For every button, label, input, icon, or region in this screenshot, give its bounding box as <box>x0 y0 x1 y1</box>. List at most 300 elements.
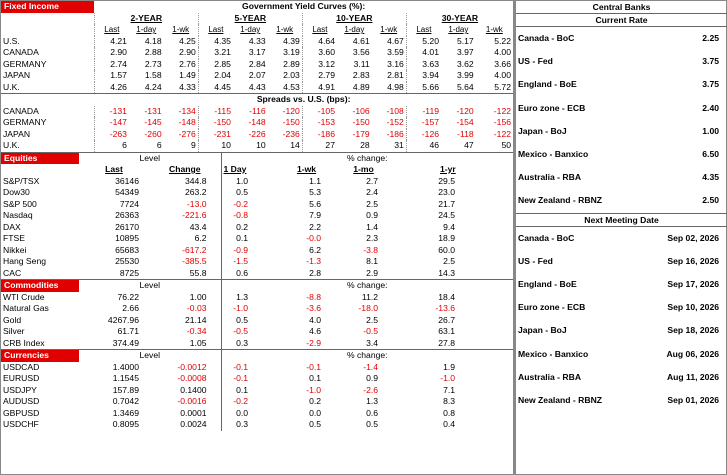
cell-value: 0.5 <box>221 315 278 327</box>
cell-value: 2.89 <box>283 58 300 69</box>
row-label: FTSE <box>3 233 25 243</box>
cell-value: 1.0 <box>221 176 278 188</box>
cell-value: -0.0016 <box>177 396 207 406</box>
cell-value: 2.84 <box>248 58 266 69</box>
cell-value: -0.8 <box>221 210 278 222</box>
cell-value: -116 <box>249 105 266 116</box>
cell-value: 5.22 <box>494 35 511 46</box>
cell-value: 43.4 <box>189 221 207 232</box>
cell-value: 9.4 <box>443 221 456 232</box>
cell-value: 63.1 <box>438 326 456 336</box>
bank-name: Mexico - Banxico <box>518 348 589 359</box>
cell-value: 1.9 <box>443 361 456 372</box>
cell-value: -131 <box>144 105 162 116</box>
row-label: JAPAN <box>3 128 31 139</box>
cell-value: -226 <box>248 128 266 139</box>
cell-value: -0.03 <box>186 303 207 313</box>
cell-value: 344.8 <box>185 175 207 186</box>
cell-value: -131 <box>94 106 129 118</box>
cell-value: -3.6 <box>306 303 322 313</box>
sub-header: 1-wk <box>276 25 294 34</box>
commodities-level-label: Level <box>79 280 221 292</box>
row-label: GERMANY <box>3 117 47 127</box>
table-row <box>1 408 513 420</box>
row-label: DAX <box>3 221 21 232</box>
group-header: 5-YEAR <box>198 13 302 25</box>
cell-value: 2.4 <box>366 187 379 197</box>
table-row <box>1 245 513 257</box>
cell-value: 5.17 <box>456 35 474 46</box>
table-row <box>1 292 513 304</box>
cell-value: 2.74 <box>94 59 129 71</box>
cell-value: 3.97 <box>456 47 474 57</box>
col-1yr: 1-yr <box>440 164 456 174</box>
equities-pct-label: % change: <box>221 152 513 164</box>
cell-value: -118 <box>457 128 474 139</box>
bank-name: Australia - RBA <box>518 371 582 382</box>
cell-value: 2.5 <box>443 256 456 266</box>
cell-value: 4.18 <box>144 35 162 46</box>
list-item <box>516 143 727 166</box>
equities-level-label: Level <box>79 152 221 164</box>
bank-name: US - Fed <box>518 255 553 266</box>
table-row <box>1 117 513 129</box>
cell-value: -0.2 <box>221 396 278 408</box>
cell-value: 3.59 <box>387 47 404 57</box>
cell-value: 11.2 <box>361 291 379 302</box>
row-label: Nasdaq <box>3 210 33 220</box>
cell-value: 0.8 <box>443 407 456 418</box>
cell-value: 2.88 <box>144 47 162 57</box>
cell-value: 50 <box>501 140 511 150</box>
row-label: U.S. <box>3 35 20 46</box>
bank-value: 2.40 <box>702 102 720 113</box>
cell-value: 4.67 <box>387 35 404 46</box>
row-label: AUDUSD <box>3 396 40 406</box>
row-label: JAPAN <box>3 70 31 80</box>
cell-value: 0.6 <box>366 407 379 418</box>
list-item <box>516 27 727 51</box>
row-label: CAC <box>3 267 22 278</box>
list-item <box>516 366 727 389</box>
cell-value: 3.63 <box>406 59 441 71</box>
cell-value: 2.2 <box>309 221 322 232</box>
cell-value: 4.24 <box>144 81 162 92</box>
cell-value: 8.3 <box>443 396 456 406</box>
bank-name: Euro zone - ECB <box>518 102 586 113</box>
cell-value: 1.1545 <box>112 373 139 383</box>
col-1wk: 1-wk <box>296 164 317 174</box>
cell-value: -1.5 <box>221 256 278 268</box>
bank-name: Canada - BoC <box>518 232 575 243</box>
table-row <box>1 70 513 82</box>
cell-value: 0.7042 <box>112 396 139 406</box>
cell-value: 0.1 <box>309 373 322 383</box>
cell-value: 0.9 <box>366 210 379 220</box>
cell-value: 61.71 <box>117 326 139 336</box>
table-row <box>1 419 513 431</box>
cell-value: 0.8095 <box>112 419 139 429</box>
cell-value: -152 <box>386 117 404 127</box>
cell-value: 1.3 <box>221 292 278 304</box>
cell-value: 31 <box>394 140 404 150</box>
cell-value: 10 <box>198 140 233 152</box>
row-label: Gold <box>3 314 22 325</box>
cell-value: 4.64 <box>302 36 337 48</box>
col-last: Last <box>105 164 123 174</box>
cell-value: 0.0024 <box>180 419 207 429</box>
cell-value: 2.04 <box>198 70 233 82</box>
cell-value: -1.0 <box>221 303 278 315</box>
cell-value: 4.91 <box>302 82 337 94</box>
bank-value: 6.50 <box>702 149 720 160</box>
sub-header: Last <box>198 24 233 36</box>
cell-value: 18.4 <box>438 291 456 302</box>
table-row <box>1 176 513 188</box>
col-change: Change <box>169 164 201 174</box>
cell-value: 5.20 <box>406 36 441 48</box>
table-row <box>1 210 513 222</box>
cell-value: 76.22 <box>117 291 139 302</box>
cell-value: -1.3 <box>306 256 322 266</box>
row-label: S&P 500 <box>3 198 37 209</box>
bank-name: Mexico - Banxico <box>518 149 589 160</box>
cell-value: 4.26 <box>94 82 129 94</box>
table-row <box>1 315 513 327</box>
cell-value: 3.66 <box>494 58 511 69</box>
list-item <box>516 50 727 73</box>
sub-header: 1-day <box>240 25 261 34</box>
currencies-pct-label: % change: <box>221 350 513 362</box>
list-item <box>516 296 727 319</box>
cell-value: 3.17 <box>248 47 266 57</box>
cell-value: 5.66 <box>406 82 441 94</box>
cell-value: -2.6 <box>363 384 379 395</box>
cell-value: 65683 <box>115 244 139 255</box>
cell-value: -108 <box>386 105 404 116</box>
cell-value: 0.2 <box>221 222 278 234</box>
cell-value: 2.07 <box>248 70 266 80</box>
cell-value: -1.0 <box>440 373 456 383</box>
central-banks-panel <box>514 0 727 475</box>
cell-value: -18.0 <box>358 303 379 313</box>
next-meeting-title: Next Meeting Date <box>516 213 727 226</box>
corner <box>1 24 94 36</box>
cell-value: 36146 <box>115 175 139 186</box>
row-label: CANADA <box>3 105 39 116</box>
cell-value: 3.21 <box>198 47 233 59</box>
cell-value: -263 <box>94 129 129 141</box>
sub-header: Last <box>94 24 129 36</box>
cell-value: -0.0012 <box>177 361 207 372</box>
cell-value: 3.60 <box>302 47 337 59</box>
table-row <box>1 396 513 408</box>
cell-value: -385.5 <box>182 256 207 266</box>
cell-value: 4.53 <box>283 81 300 92</box>
sub-header: 1-day <box>344 25 365 34</box>
bank-value: Sep 16, 2026 <box>667 255 720 266</box>
list-item <box>516 120 727 143</box>
table-row <box>1 233 513 245</box>
cell-value: 2.5 <box>366 314 379 325</box>
cell-value: 5.64 <box>456 81 474 92</box>
cell-value: -179 <box>352 128 370 139</box>
cell-value: -13.0 <box>186 198 207 209</box>
cell-value: 2.3 <box>366 233 379 243</box>
cell-value: 1.05 <box>189 337 207 348</box>
cell-value: -122 <box>493 128 511 139</box>
cell-value: 1.1 <box>309 175 322 186</box>
list-item <box>516 73 727 96</box>
col-1mo: 1-mo <box>353 164 374 174</box>
cell-value: 7724 <box>119 198 139 209</box>
list-item <box>516 226 727 250</box>
table-row <box>1 187 513 199</box>
cell-value: 2.90 <box>94 47 129 59</box>
cell-value: 4.35 <box>198 36 233 48</box>
table-row <box>1 140 513 152</box>
table-row <box>1 82 513 94</box>
cell-value: 3.12 <box>302 59 337 71</box>
cell-value: 2.85 <box>198 59 233 71</box>
cell-value: 0.5 <box>221 187 278 199</box>
bank-name: US - Fed <box>518 56 553 67</box>
group-header: 2-YEAR <box>94 13 198 25</box>
cell-value: 24.5 <box>438 210 456 220</box>
cell-value: -145 <box>144 117 162 127</box>
cell-value: 6.2 <box>309 244 322 255</box>
cell-value: 4.0 <box>309 314 322 325</box>
cell-value: 0.0 <box>221 408 278 420</box>
cell-value: 10895 <box>115 233 139 243</box>
cell-value: 7.1 <box>443 384 456 395</box>
cell-value: 4.00 <box>494 47 511 57</box>
cell-value: -186 <box>302 129 337 141</box>
cell-value: 4.01 <box>406 47 441 59</box>
bank-value: Sep 01, 2026 <box>667 395 720 406</box>
cell-value: -0.0008 <box>177 373 207 383</box>
sub-header: 1-wk <box>172 25 190 34</box>
cell-value: -120 <box>456 105 474 116</box>
row-label: CANADA <box>3 47 39 57</box>
bank-name: New Zealand - RBNZ <box>518 195 603 206</box>
cell-value: 4.39 <box>283 35 300 46</box>
equities-label: Equities <box>1 152 79 164</box>
cell-value: -153 <box>302 117 337 129</box>
cell-value: 1.4000 <box>112 361 139 372</box>
cell-value: -106 <box>352 105 370 116</box>
cell-value: 28 <box>360 140 370 150</box>
cell-value: -0.5 <box>363 326 379 336</box>
cell-value: 3.4 <box>366 337 379 348</box>
cell-value: 26170 <box>115 221 139 232</box>
cell-value: 2.90 <box>179 47 196 57</box>
cell-value: 55.8 <box>189 267 207 278</box>
cell-value: -2.9 <box>306 337 322 348</box>
table-row <box>1 268 513 280</box>
spreads-title: Spreads vs. U.S. (bps): <box>94 94 513 106</box>
bank-value: Aug 11, 2026 <box>666 371 720 382</box>
cell-value: 27.8 <box>438 337 456 348</box>
cell-value: 4.43 <box>248 81 266 92</box>
cell-value: 4.45 <box>198 82 233 94</box>
row-label: Silver <box>3 326 25 336</box>
bank-value: Sep 02, 2026 <box>667 232 720 243</box>
cell-value: -156 <box>493 117 511 127</box>
list-item <box>516 343 727 366</box>
cell-value: -126 <box>406 129 441 141</box>
cell-value: 0.9 <box>366 373 379 383</box>
cell-value: 2.79 <box>302 70 337 82</box>
commodities-label: Commodities <box>1 280 79 292</box>
cell-value: -221.6 <box>182 210 207 220</box>
sub-header: 1-day <box>448 25 469 34</box>
cell-value: 3.16 <box>387 58 404 69</box>
cell-value: -105 <box>302 106 337 118</box>
cell-value: 2.8 <box>309 267 322 278</box>
cell-value: 0.6 <box>221 268 278 280</box>
cell-value: -134 <box>178 105 196 116</box>
yield-curves-title: Government Yield Curves (%): <box>242 1 366 11</box>
sub-header: Last <box>302 24 337 36</box>
cell-value: -236 <box>282 128 300 139</box>
bank-value: 1.00 <box>702 125 720 136</box>
cell-value: 2.9 <box>366 267 379 278</box>
cell-value: -148 <box>248 117 266 127</box>
bank-value: Sep 18, 2026 <box>667 325 720 336</box>
fixed-income-label: Fixed Income <box>1 1 94 13</box>
cell-value: -0.1 <box>221 373 278 385</box>
cell-value: 3.94 <box>406 70 441 82</box>
bank-value: 2.50 <box>702 195 720 206</box>
col-1day: 1 Day <box>221 164 278 176</box>
cell-value: 2.7 <box>366 175 379 186</box>
cell-value: -8.8 <box>306 291 322 302</box>
list-item <box>516 166 727 189</box>
cell-value: -147 <box>94 117 129 129</box>
fixed-income-table <box>1 1 513 152</box>
cell-value: 0.3 <box>221 338 278 350</box>
current-rate-title: Current Rate <box>516 14 727 27</box>
cell-value: 0.3 <box>221 419 278 431</box>
list-item <box>516 273 727 296</box>
cell-value: 1.58 <box>144 70 162 80</box>
sub-header: 1-day <box>136 25 157 34</box>
table-row <box>1 222 513 234</box>
cell-value: -150 <box>198 117 233 129</box>
table-row <box>1 373 513 385</box>
list-item <box>516 250 727 273</box>
cell-value: 4.61 <box>352 35 370 46</box>
cell-value: 8.1 <box>366 256 379 266</box>
cell-value: 26363 <box>115 210 139 220</box>
list-item <box>516 319 727 342</box>
table-row <box>1 256 513 268</box>
cell-value: 25530 <box>115 256 139 266</box>
cell-value: -157 <box>406 117 441 129</box>
cell-value: -0.1 <box>306 361 322 372</box>
cell-value: 2.03 <box>283 70 300 80</box>
row-label: EURUSD <box>3 373 40 383</box>
cell-value: -115 <box>198 106 233 118</box>
cell-value: -0.1 <box>221 362 278 374</box>
bank-name: New Zealand - RBNZ <box>518 395 603 406</box>
cell-value: 3.99 <box>456 70 474 80</box>
bank-name: Japan - BoJ <box>518 125 567 136</box>
cell-value: -154 <box>456 117 474 127</box>
cell-value: 2.81 <box>387 70 404 80</box>
currencies-level-label: Level <box>79 350 221 362</box>
cell-value: -0.5 <box>221 326 278 338</box>
cell-value: -120 <box>282 105 300 116</box>
cell-value: -150 <box>282 117 300 127</box>
cell-value: 10 <box>256 140 266 150</box>
cell-value: -13.6 <box>435 303 456 313</box>
cell-value: 4.89 <box>352 81 370 92</box>
cell-value: 1.4 <box>366 221 379 232</box>
bank-name: England - BoE <box>518 279 577 290</box>
sub-header: 1-wk <box>380 25 398 34</box>
cell-value: 27 <box>302 140 337 152</box>
cell-value: 18.9 <box>438 233 456 243</box>
cell-value: -186 <box>386 128 404 139</box>
bank-value: Aug 06, 2026 <box>666 348 720 359</box>
cell-value: 4.25 <box>179 35 196 46</box>
table-row <box>1 303 513 315</box>
row-label: Dow30 <box>3 187 30 197</box>
table-row <box>1 129 513 141</box>
cell-value: 263.2 <box>185 187 207 197</box>
bank-value: Sep 17, 2026 <box>667 279 720 290</box>
group-header: 10-YEAR <box>302 13 406 25</box>
cell-value: 0.0 <box>309 407 322 418</box>
cell-value: 2.5 <box>366 198 379 209</box>
list-item <box>516 97 727 120</box>
cell-value: 0.5 <box>309 419 322 429</box>
table-row <box>1 106 513 118</box>
cell-value: 47 <box>464 140 474 150</box>
cell-value: 0.1 <box>221 233 278 245</box>
cell-value: 21.7 <box>438 198 456 209</box>
list-item <box>516 189 727 213</box>
cell-value: 29.5 <box>438 175 456 186</box>
cell-value: 7.9 <box>309 210 322 220</box>
cell-value: -0.2 <box>221 199 278 211</box>
cell-value: 4.6 <box>309 326 322 336</box>
cell-value: -148 <box>178 117 196 127</box>
cell-value: -119 <box>406 106 441 118</box>
cell-value: -3.8 <box>363 244 379 255</box>
cell-value: 2.76 <box>179 58 196 69</box>
cell-value: 4.98 <box>387 81 404 92</box>
cell-value: -260 <box>144 128 162 139</box>
cell-value: 3.56 <box>352 47 370 57</box>
table-row <box>1 47 513 59</box>
cell-value: 26.7 <box>438 314 456 325</box>
cell-value: 0.1400 <box>180 384 207 395</box>
bank-name: Japan - BoJ <box>518 325 567 336</box>
bank-name: Euro zone - ECB <box>518 302 586 313</box>
currencies-label: Currencies <box>1 350 79 362</box>
cell-value: 4.00 <box>494 70 511 80</box>
cell-value: 0.0001 <box>180 407 207 418</box>
cell-value: 157.89 <box>112 384 139 395</box>
equities-table <box>1 152 513 431</box>
row-label: Hang Seng <box>3 256 47 266</box>
cell-value: 2.73 <box>144 58 162 69</box>
row-label: U.K. <box>3 81 20 92</box>
cell-value: 0.1 <box>221 385 278 397</box>
